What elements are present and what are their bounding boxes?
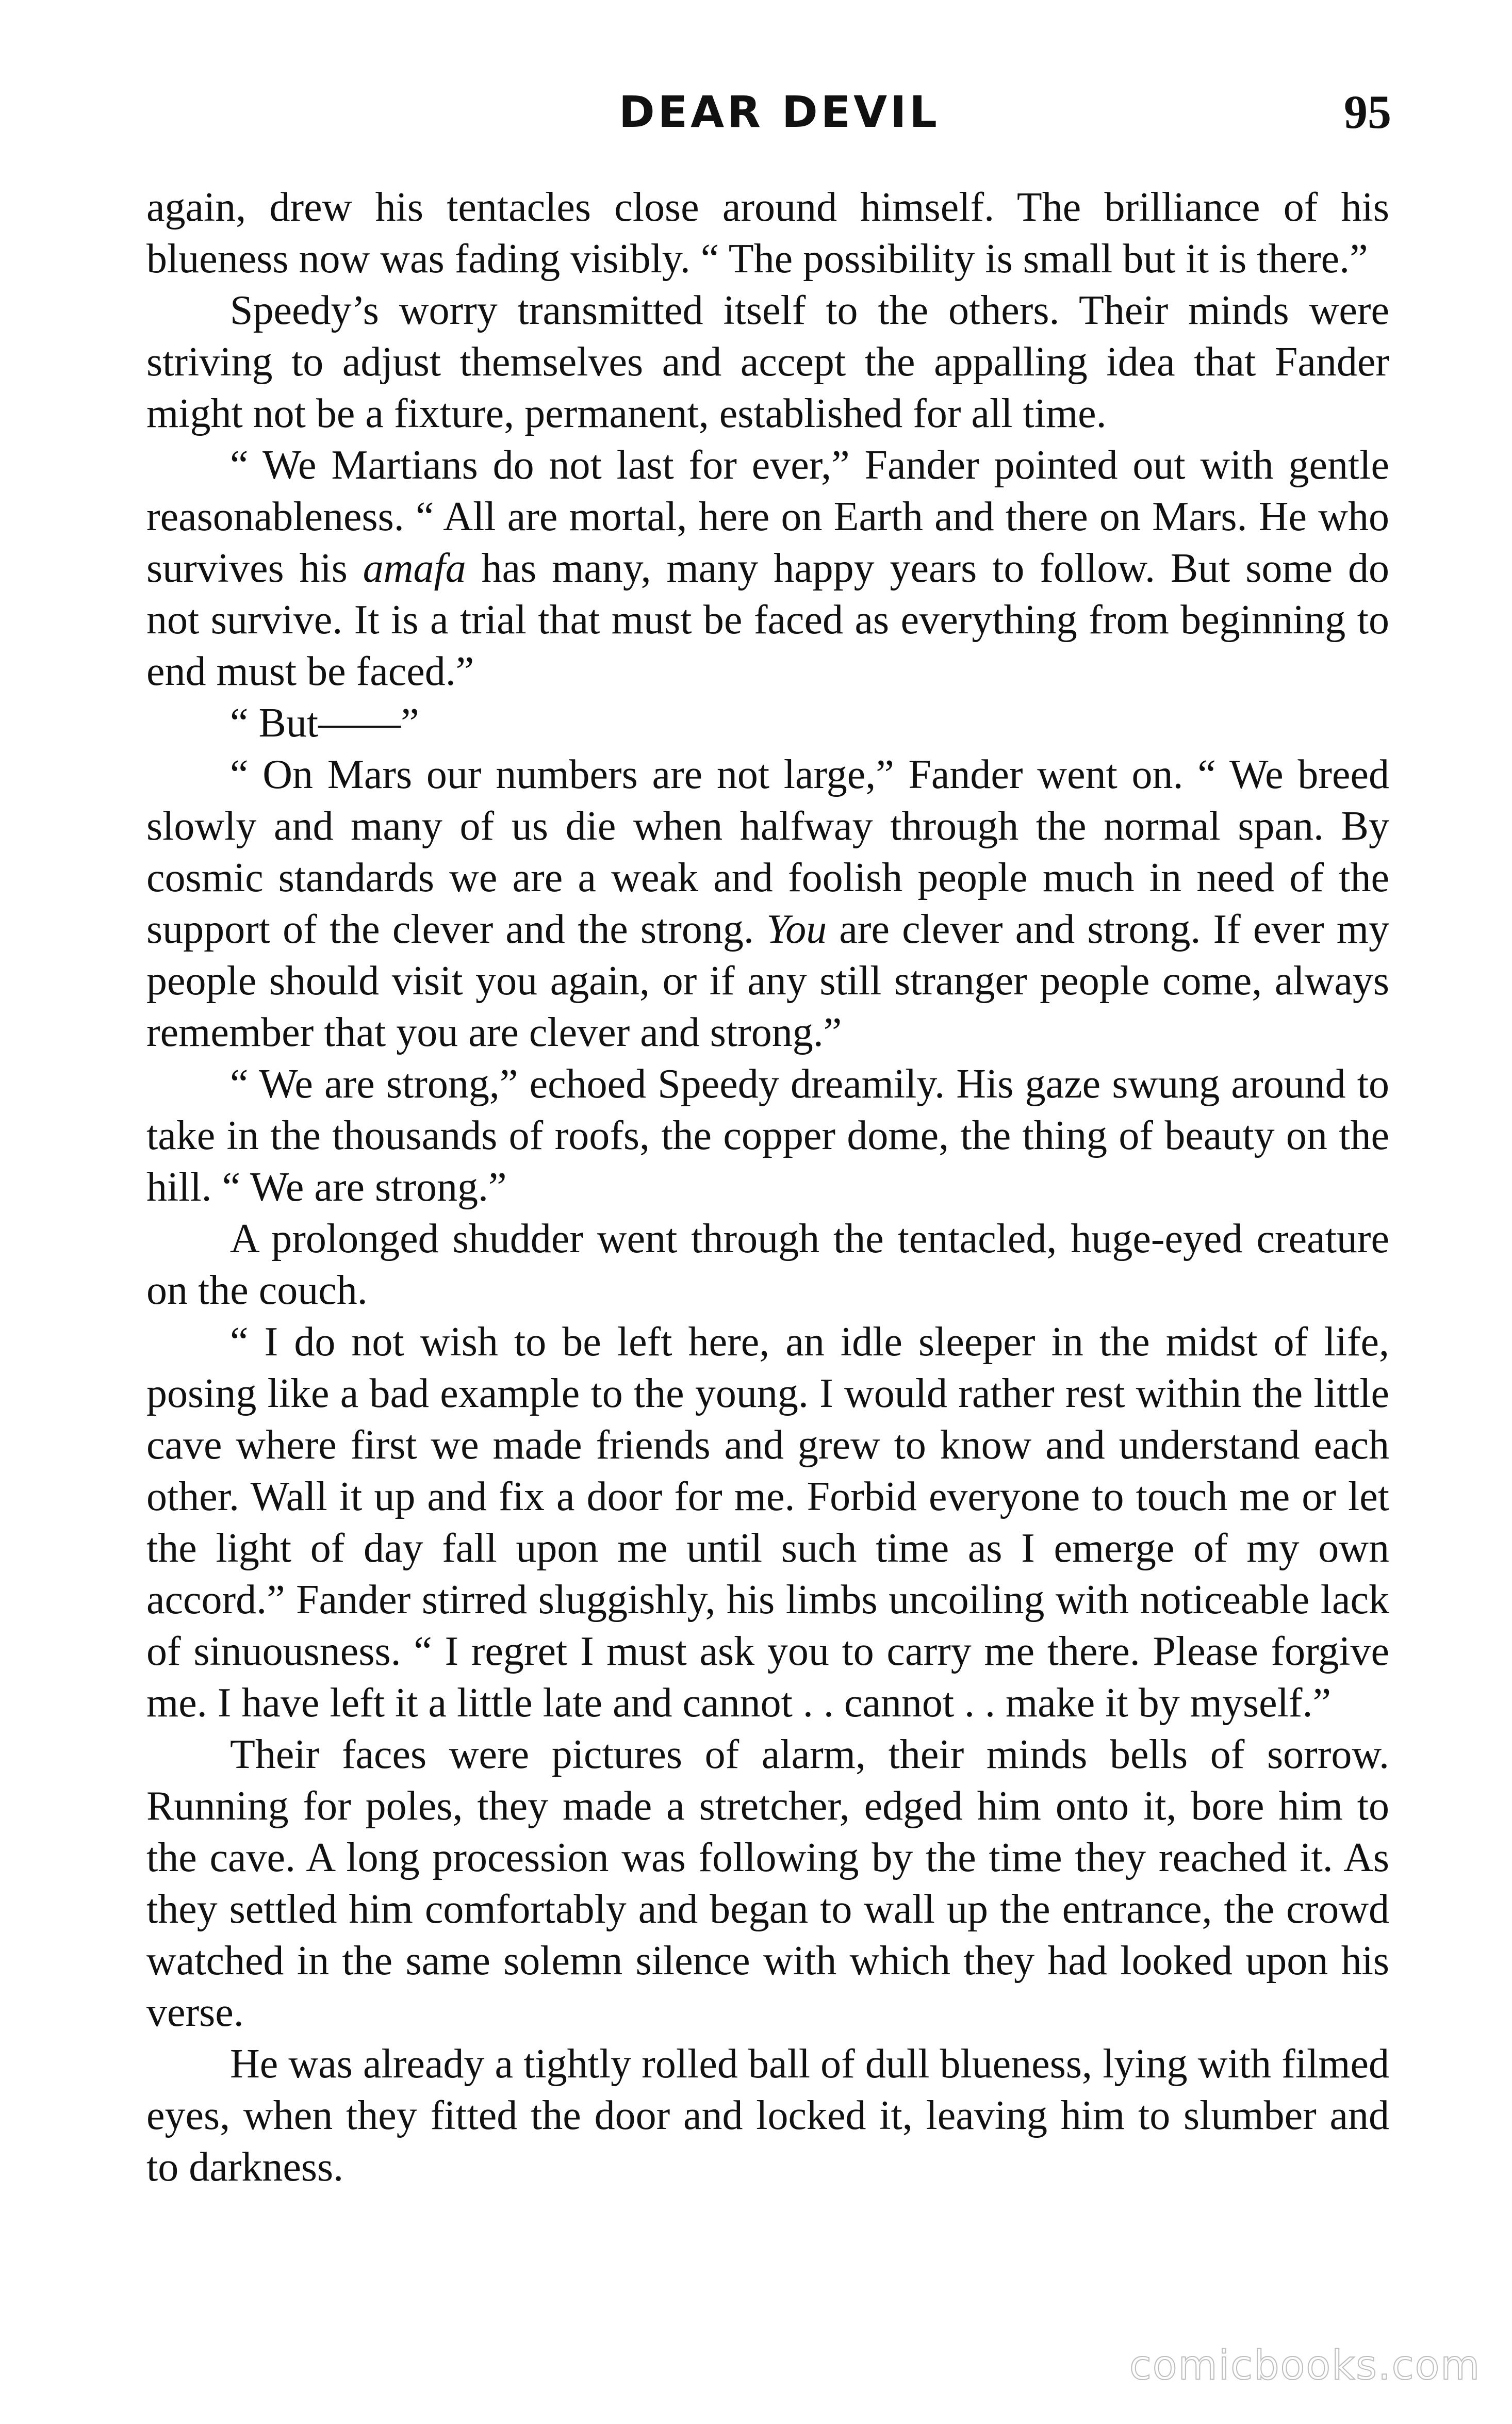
paragraph-10: He was already a tightly rolled ball of dull blueness, lying with filmed eyes, when they fitted the door and locked it, leaving him to slumber and to darkness. xyxy=(146,2041,1389,2190)
body-text xyxy=(146,182,1389,2193)
paragraph-5-text-b: are clever and strong. If ever my people should visit you again, or if any still stranger people come, always remember that you are clever and strong.” xyxy=(146,907,1389,1055)
paragraph-6: “ We are strong,” echoed Speedy dreamily. His gaze swung around to take in the thousands of roofs, the copper dome, the thing of beauty on the hill. “ We are strong.” xyxy=(146,1061,1389,1210)
paragraph-5-text-a: “ On Mars our numbers are not large,” Fander went on. “ We breed slowly and many of us die when halfway through the normal span. By cosmic standards we are a weak and foolish people much in need of the support of the clever and the strong. xyxy=(146,752,1389,952)
watermark: comicbooks.com xyxy=(1129,2343,1481,2389)
italic-word-you: You xyxy=(766,907,827,952)
paragraph-9: Their faces were pictures of alarm, their minds bells of sorrow. Running for poles, they made a stretcher, edged him onto it, bore him to the cave. A long procession was following by the time they reached it. As they settled him comfortably and began to wall up the entrance, the crowd watched in the same solemn silence with which they had looked upon his verse. xyxy=(146,1732,1389,2035)
paragraph-7: A prolonged shudder went through the tentacled, huge-eyed creature on the couch. xyxy=(146,1216,1389,1313)
paragraph-3-text-a: “ We Martians do not last for ever,” Fander pointed out with gentle reasonableness. “ All are mortal, here on Earth and there on Mars. He who survives his xyxy=(146,443,1389,591)
paragraph-1: again, drew his tentacles close around himself. The brilliance of his blueness now was fading visibly. “ The possibility is small but it is there.” xyxy=(146,185,1389,282)
paragraph-8: “ I do not wish to be left here, an idle sleeper in the midst of life, posing like a bad example to the young. I would rather rest within the little cave where first we made friends and grew to know and understand each other. Wall it up and fix a door for me. Forbid everyone to touch me or let the light of day fall upon me until such time as I emerge of my own accord.” Fander stirred sluggishly, his limbs uncoiling with noticeable lack of sinuousness. “ I regret I must ask you to carry me there. Please forgive me. I have left it a little late and cannot . . cannot . . make it by myself.” xyxy=(146,1319,1389,1726)
running-title: DEAR DEVIL xyxy=(619,87,940,137)
paragraph-4: “ But——” xyxy=(230,700,419,746)
paragraph-2: Speedy’s worry transmitted itself to the others. Their minds were striving to adjust themselves and accept the appalling idea that Fander might not be a fixture, permanent, established for all time. xyxy=(146,288,1389,436)
paragraph-3-text-b: has many, many happy years to follow. But some do not survive. It is a trial that must be faced as everything from beginning to end must be faced.” xyxy=(146,546,1390,694)
page-number: 95 xyxy=(1344,86,1391,138)
italic-word-amafa: amafa xyxy=(363,546,466,591)
paragraph-3 xyxy=(146,439,1389,697)
paragraph-5 xyxy=(146,749,1389,1058)
